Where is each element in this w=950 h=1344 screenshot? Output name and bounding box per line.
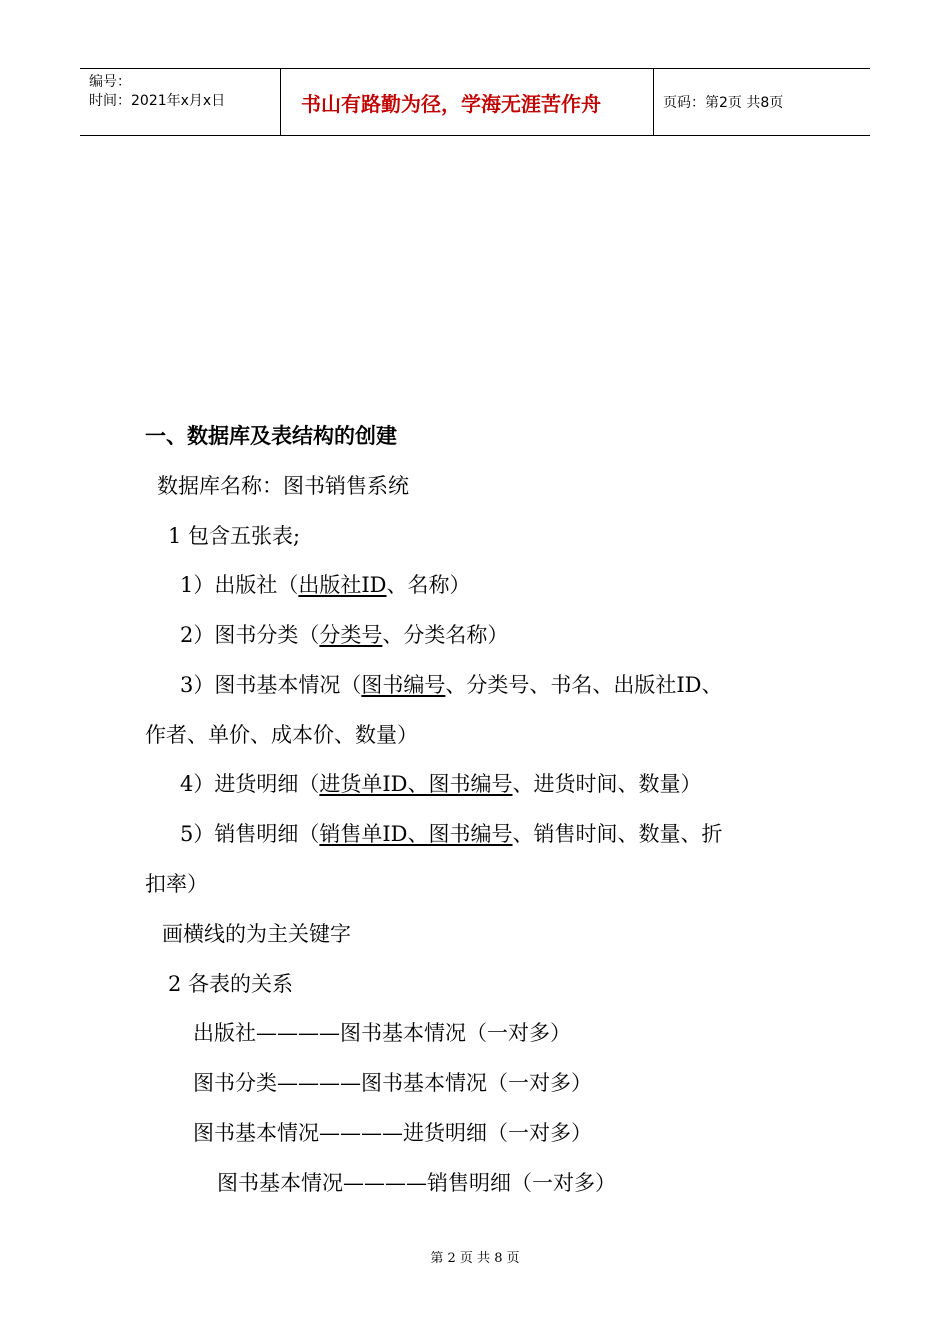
header-motto: 书山有路勤为径，学海无涯苦作舟 — [281, 69, 654, 135]
header-page-info: 页码：第2页 共8页 — [663, 95, 784, 111]
relation-2: 图书分类————图书基本情况（一对多） — [193, 1071, 592, 1095]
table-item-4: 4）进货明细（进货单ID、图书编号、进货时间、数量） — [180, 772, 702, 796]
number-label: 编号： — [89, 74, 131, 90]
relations-title: 2 各表的关系 — [168, 972, 294, 996]
table-item-3: 3）图书基本情况（图书编号、分类号、书名、出版社ID、 — [180, 673, 723, 697]
primary-key: 进货单ID、图书编号 — [319, 772, 513, 796]
table-item-5: 5）销售明细（销售单ID、图书编号、销售时间、数量、折 — [180, 822, 723, 846]
table-item-5-cont: 扣率） — [145, 872, 208, 896]
page-footer: 第 2 页 共 8 页 — [430, 1251, 520, 1266]
relation-1: 出版社————图书基本情况（一对多） — [193, 1021, 571, 1045]
primary-key: 出版社ID — [298, 573, 387, 597]
relation-4: 图书基本情况————销售明细（一对多） — [217, 1171, 616, 1195]
primary-key: 图书编号 — [361, 673, 446, 697]
primary-key: 销售单ID、图书编号 — [319, 822, 513, 846]
section-heading: 一、数据库及表结构的创建 — [145, 424, 397, 448]
table-item-1: 1）出版社（出版社ID、名称） — [180, 573, 471, 597]
table-item-2: 2）图书分类（分类号、分类名称） — [180, 623, 509, 647]
tables-intro: 1 包含五张表; — [168, 524, 301, 548]
time-label: 时间：2021年x月x日 — [89, 93, 226, 109]
page-header — [80, 68, 870, 136]
key-note: 画横线的为主关键字 — [162, 922, 351, 946]
header-meta — [80, 69, 281, 135]
table-item-3-cont: 作者、单价、成本价、数量） — [145, 723, 418, 747]
relation-3: 图书基本情况————进货明细（一对多） — [193, 1121, 592, 1145]
primary-key: 分类号 — [319, 623, 383, 647]
db-name: 数据库名称：图书销售系统 — [157, 474, 409, 498]
